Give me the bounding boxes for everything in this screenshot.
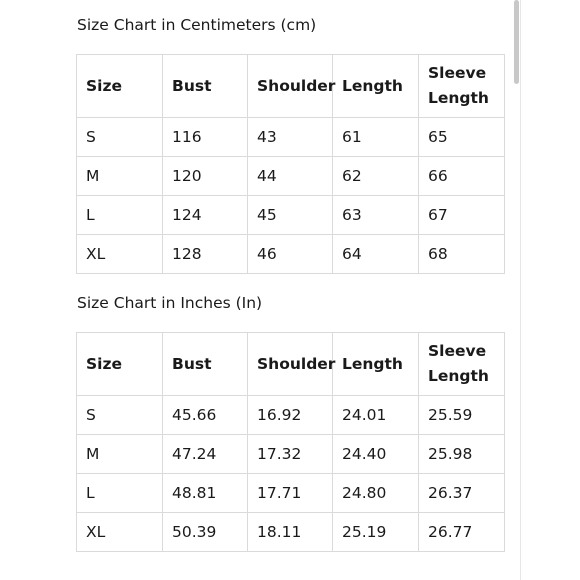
cell-shoulder: 17.71 xyxy=(248,474,333,513)
cell-bust: 128 xyxy=(163,235,248,274)
table-row xyxy=(77,118,505,157)
column-header-length: Length xyxy=(333,333,419,396)
table-row xyxy=(77,157,505,196)
table-header-row xyxy=(77,333,505,396)
column-header-length: Length xyxy=(333,55,419,118)
cell-length: 63 xyxy=(333,196,419,235)
table-row xyxy=(77,196,505,235)
column-header-sleeve-length: Sleeve Length xyxy=(419,55,505,118)
cell-shoulder: 45 xyxy=(248,196,333,235)
cell-length: 25.19 xyxy=(333,513,419,552)
column-header-bust: Bust xyxy=(163,55,248,118)
cell-bust: 45.66 xyxy=(163,396,248,435)
cell-sleeve-length: 25.98 xyxy=(419,435,505,474)
cell-sleeve-length: 26.37 xyxy=(419,474,505,513)
size-chart-inches-table xyxy=(76,332,505,552)
column-header-sleeve-length: Sleeve Length xyxy=(419,333,505,396)
cell-shoulder: 43 xyxy=(248,118,333,157)
cell-size: S xyxy=(77,396,163,435)
cell-bust: 47.24 xyxy=(163,435,248,474)
cell-size: M xyxy=(77,157,163,196)
table-row xyxy=(77,513,505,552)
cell-bust: 48.81 xyxy=(163,474,248,513)
cell-shoulder: 17.32 xyxy=(248,435,333,474)
cell-sleeve-length: 26.77 xyxy=(419,513,505,552)
cell-length: 62 xyxy=(333,157,419,196)
cell-bust: 50.39 xyxy=(163,513,248,552)
column-header-bust: Bust xyxy=(163,333,248,396)
table-row xyxy=(77,474,505,513)
cell-shoulder: 16.92 xyxy=(248,396,333,435)
cell-length: 24.40 xyxy=(333,435,419,474)
cell-shoulder: 46 xyxy=(248,235,333,274)
cell-length: 24.80 xyxy=(333,474,419,513)
cell-sleeve-length: 65 xyxy=(419,118,505,157)
cell-sleeve-length: 68 xyxy=(419,235,505,274)
cell-size: M xyxy=(77,435,163,474)
cell-length: 24.01 xyxy=(333,396,419,435)
table-row xyxy=(77,396,505,435)
column-header-size: Size xyxy=(77,55,163,118)
cell-length: 61 xyxy=(333,118,419,157)
cell-bust: 116 xyxy=(163,118,248,157)
cell-sleeve-length: 66 xyxy=(419,157,505,196)
cell-bust: 120 xyxy=(163,157,248,196)
scrollbar-thumb[interactable] xyxy=(514,0,519,84)
cell-shoulder: 44 xyxy=(248,157,333,196)
cell-length: 64 xyxy=(333,235,419,274)
cell-size: XL xyxy=(77,235,163,274)
size-chart-cm-table xyxy=(76,54,505,274)
cell-size: L xyxy=(77,196,163,235)
size-chart-inches-title: Size Chart in Inches (In) xyxy=(77,294,263,312)
cell-bust: 124 xyxy=(163,196,248,235)
panel-divider xyxy=(520,0,521,580)
cell-size: L xyxy=(77,474,163,513)
size-chart-cm-title: Size Chart in Centimeters (cm) xyxy=(77,16,317,34)
column-header-shoulder: Shoulder xyxy=(248,333,333,396)
cell-sleeve-length: 25.59 xyxy=(419,396,505,435)
cell-size: S xyxy=(77,118,163,157)
table-row xyxy=(77,435,505,474)
cell-sleeve-length: 67 xyxy=(419,196,505,235)
table-header-row xyxy=(77,55,505,118)
cell-size: XL xyxy=(77,513,163,552)
column-header-size: Size xyxy=(77,333,163,396)
column-header-shoulder: Shoulder xyxy=(248,55,333,118)
table-row xyxy=(77,235,505,274)
cell-shoulder: 18.11 xyxy=(248,513,333,552)
